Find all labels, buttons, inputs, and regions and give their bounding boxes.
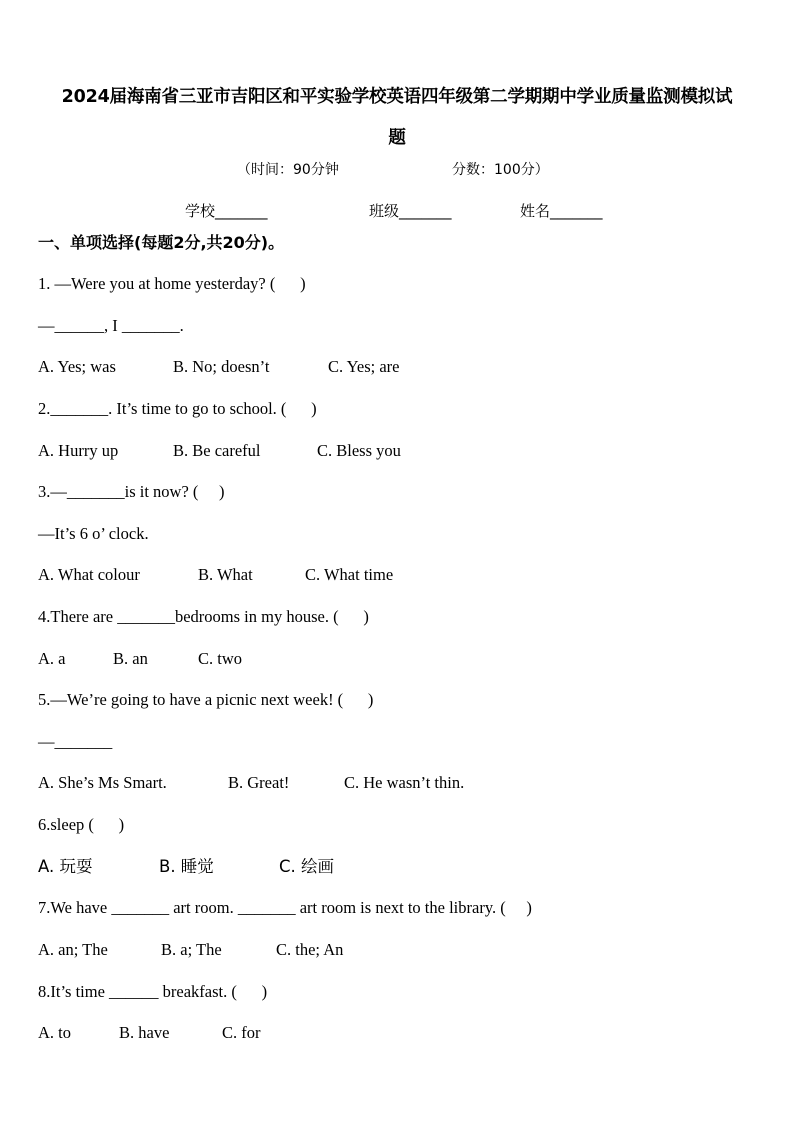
question-3-stem: 3.—_______is it now? ( ) — [38, 482, 225, 501]
exam-time: （时间：90分钟 — [237, 162, 339, 178]
option-a: A. Yes; was — [38, 357, 116, 376]
option-c: C. the; An — [276, 940, 344, 959]
option-b: B. 睡觉 — [159, 857, 214, 876]
option-a: A. to — [38, 1023, 71, 1042]
option-a: A. a — [38, 649, 66, 668]
question-6-stem: 6.sleep ( ) — [38, 815, 125, 834]
option-c: C. 绘画 — [279, 857, 335, 876]
question-8-stem: 8.It’s time ______ breakfast. ( ) — [38, 982, 268, 1001]
question-5-answer-line: —_______ — [38, 732, 113, 751]
option-b: B. a; The — [161, 940, 222, 959]
option-a: A. She’s Ms Smart. — [38, 773, 167, 792]
option-a: A. 玩耍 — [38, 857, 93, 876]
option-a: A. What colour — [38, 565, 140, 584]
question-1-answer-line: —______, I _______. — [38, 316, 184, 335]
question-7-stem: 7.We have _______ art room. _______ art room is next to the library. ( ) — [38, 898, 532, 917]
option-b: B. No; doesn’t — [173, 357, 270, 376]
option-b: B. Be careful — [173, 441, 261, 460]
exam-score: 分数：100分） — [452, 162, 549, 178]
exam-title-continued: 题 — [388, 128, 406, 148]
option-b: B. have — [119, 1023, 170, 1042]
school-field: 学校_______ — [185, 202, 268, 220]
question-1-stem: 1. —Were you at home yesterday? ( ) — [38, 274, 306, 293]
option-c: C. What time — [305, 565, 394, 584]
option-c: C. Bless you — [317, 441, 401, 460]
option-b: B. What — [198, 565, 253, 584]
option-b: B. Great! — [228, 773, 290, 792]
question-5-stem: 5.—We’re going to have a picnic next week! ( ) — [38, 690, 374, 709]
option-c: C. He wasn’t thin. — [344, 773, 465, 792]
name-field: 姓名_______ — [520, 202, 603, 220]
option-a: A. an; The — [38, 940, 108, 959]
option-c: C. Yes; are — [328, 357, 400, 376]
question-2-stem: 2._______. It’s time to go to school. ( ) — [38, 399, 317, 418]
option-b: B. an — [113, 649, 148, 668]
option-c: C. two — [198, 649, 243, 668]
option-c: C. for — [222, 1023, 261, 1042]
question-3-answer-line: —It’s 6 o’ clock. — [38, 524, 149, 543]
section-heading: 一、单项选择(每题2分,共20分)。 — [38, 233, 285, 252]
exam-title: 2024届海南省三亚市吉阳区和平实验学校英语四年级第二学期期中学业质量监测模拟试 — [61, 87, 733, 107]
option-a: A. Hurry up — [38, 441, 119, 460]
question-4-stem: 4.There are _______bedrooms in my house. ( ) — [38, 607, 369, 626]
class-field: 班级_______ — [369, 202, 452, 220]
